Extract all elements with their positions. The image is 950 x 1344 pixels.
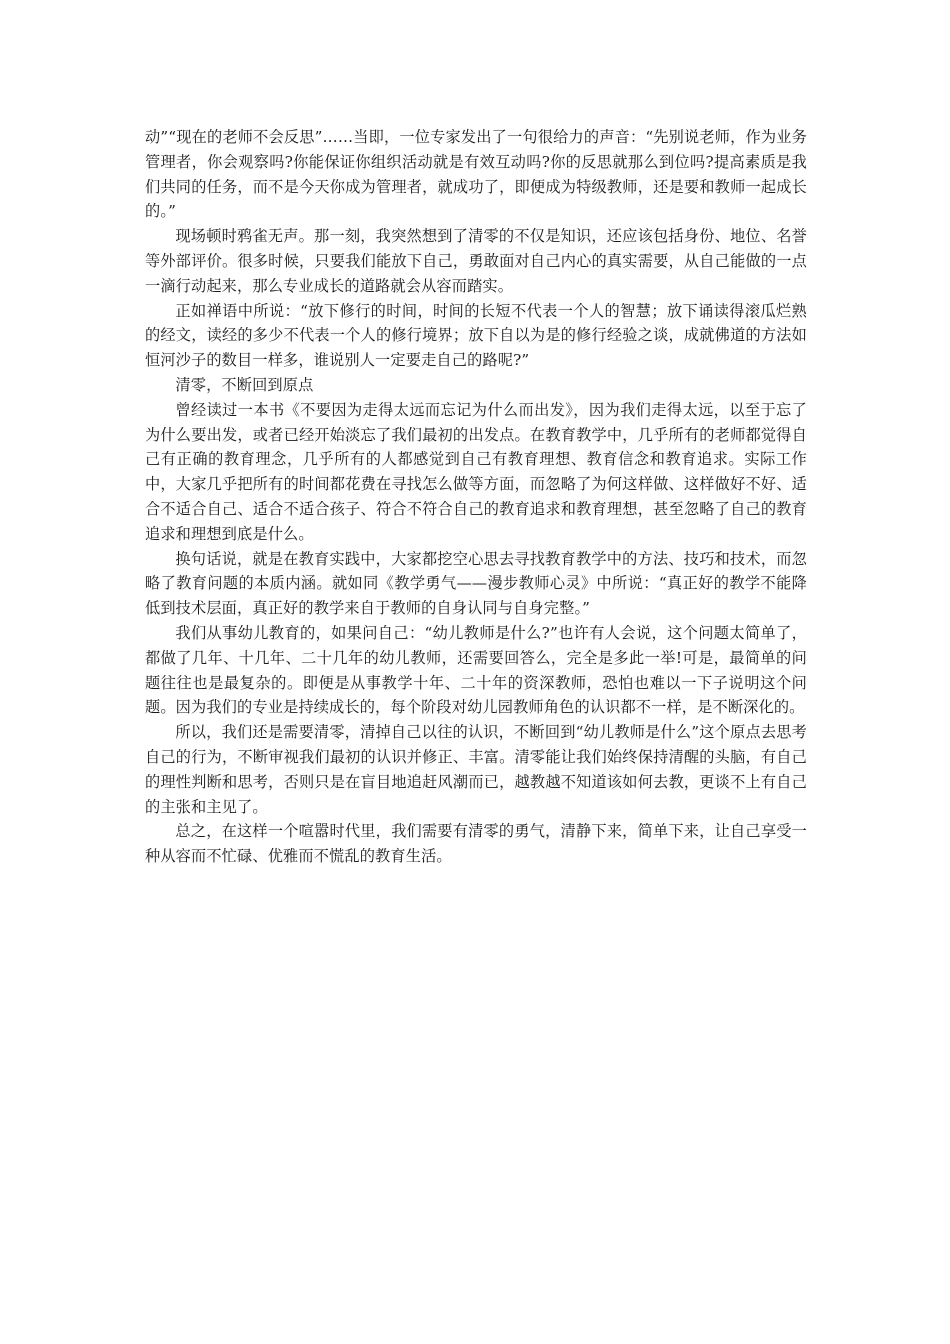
article-body xyxy=(145,125,807,869)
paragraph: 所以，我们还是需要清零，清掉自己以往的认识，不断回到“幼儿教师是什么”这个原点去思考自己的行为，不断审视我们最初的认识并修正、丰富。清零能让我们始终保持清醒的头脑，有自己的理性判断和思考，否则只是在盲目地追赶风潮而已，越教越不知道该如何去教，更谈不上有自己的主张和主见了。 xyxy=(145,723,807,816)
paragraph: 我们从事幼儿教育的，如果问自己：“幼儿教师是什么?”也许有人会说，这个问题太简单了，都做了几年、十几年、二十几年的幼儿教师，还需要回答么，完全是多此一举!可是，最简单的问题往往也是最复杂的。即便是从事教学十年、二十年的资深教师，恐怕也难以一下子说明这个问题。因为我们的专业是持续成长的，每个阶段对幼儿园教师角色的认识都不一样，是不断深化的。 xyxy=(145,623,807,717)
paragraph: 换句话说，就是在教育实践中，大家都挖空心思去寻找教育教学中的方法、技巧和技术，而忽略了教育问题的本质内涵。就如同《教学勇气——漫步教师心灵》中所说：“真正好的教学不能降低到技术层面，真正好的教学来自于教师的自身认同与自身完整。” xyxy=(145,549,807,618)
paragraph: 总之，在这样一个喧嚣时代里，我们需要有清零的勇气，清静下来，简单下来，让自己享受一种从容而不忙碌、优雅而不慌乱的教育生活。 xyxy=(145,822,807,866)
paragraph: 曾经读过一本书《不要因为走得太远而忘记为什么而出发》，因为我们走得太远，以至于忘了为什么要出发，或者已经开始淡忘了我们最初的出发点。在教育教学中，几乎所有的老师都觉得自己有正确的教育理念，几乎所有的人都感觉到自己有教育理想、教育信念和教育追求。实际工作中，大家几乎把所有的时间都花费在寻找怎么做等方面，而忽略了为何这样做、这样做好不好、适合不适合自己、适合不适合孩子、符合不符合自己的教育追求和教育理想，甚至忽略了自己的教育追求和理想到底是什么。 xyxy=(145,400,807,543)
paragraph-continuation: 动”“现在的老师不会反思”……当即，一位专家发出了一句很给力的声音：“先别说老师，作为业务管理者，你会观察吗?你能保证你组织活动就是有效互动吗?你的反思就那么到位吗?提高素质是我们共同的任务，而不是今天你成为管理者，就成功了，即便成为特级教师，还是要和教师一起成长的。” xyxy=(145,128,807,221)
section-heading: 清零，不断回到原点 xyxy=(175,375,314,394)
paragraph: 正如禅语中所说：“放下修行的时间，时间的长短不代表一个人的智慧；放下诵读得滚瓜烂熟的经文，读经的多少不代表一个人的修行境界；放下自以为是的修行经验之谈，成就佛道的方法如恒河沙子的数目一样多，谁说别人一定要走自己的路呢?” xyxy=(145,301,807,370)
paragraph: 现场顿时鸦雀无声。那一刻，我突然想到了清零的不仅是知识，还应该包括身份、地位、名誉等外部评价。很多时候，只要我们能放下自己，勇敢面对自己内心的真实需要，从自己能做的一点一滴行动起来，那么专业成长的道路就会从容而踏实。 xyxy=(145,227,807,295)
